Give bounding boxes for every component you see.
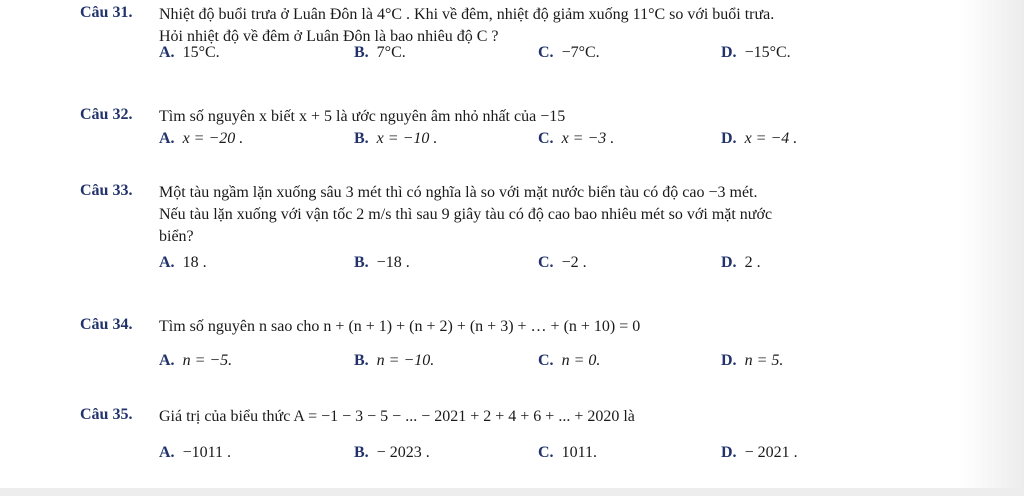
- question-line: Nhiệt độ buổi trưa ở Luân Đôn là 4°C . Khi về đêm, nhiệt độ giảm xuống 11°C so với buổi trưa.: [159, 6, 775, 23]
- question-line: Một tàu ngầm lặn xuống sâu 3 mét thì có nghĩa là so với mặt nước biển tàu có độ cao −3 mét.: [159, 184, 758, 201]
- option-b: [354, 352, 434, 370]
- option-letter: D.: [721, 444, 737, 461]
- question-text: [159, 316, 919, 338]
- option-letter: A.: [159, 254, 175, 271]
- option-text: 2 .: [744, 254, 761, 271]
- option-d: [721, 130, 797, 148]
- option-c: [538, 444, 597, 462]
- option-letter: A.: [159, 44, 175, 61]
- option-d: [721, 352, 783, 370]
- option-d: [721, 444, 798, 462]
- option-a: [159, 44, 220, 62]
- option-b: [354, 254, 410, 272]
- question-label: Câu 32.: [80, 106, 133, 123]
- option-d: [721, 44, 791, 62]
- bottom-strip: [0, 488, 1024, 496]
- question-text: [159, 406, 919, 428]
- option-letter: D.: [721, 130, 737, 147]
- option-letter: B.: [354, 130, 369, 147]
- option-letter: D.: [721, 44, 737, 61]
- question-label: Câu 31.: [80, 4, 133, 21]
- option-letter: C.: [538, 130, 554, 147]
- option-text: n = 0.: [561, 352, 601, 369]
- option-text: 18 .: [182, 254, 207, 271]
- question-32: [80, 106, 960, 152]
- option-text: −18 .: [376, 254, 410, 271]
- option-letter: A.: [159, 444, 175, 461]
- question-line: Nếu tàu lặn xuống với vận tốc 2 m/s thì sau 9 giây tàu có độ cao bao nhiêu mét so với mặt nước: [159, 206, 773, 223]
- option-text: 15°C.: [182, 44, 220, 61]
- option-text: n = 5.: [744, 352, 784, 369]
- option-letter: C.: [538, 44, 554, 61]
- option-letter: B.: [354, 444, 369, 461]
- question-line: Hỏi nhiệt độ về đêm ở Luân Đôn là bao nhiêu độ C ?: [159, 28, 499, 45]
- option-letter: C.: [538, 254, 554, 271]
- option-a: [159, 352, 232, 370]
- option-text: x = −3 .: [561, 130, 615, 147]
- question-line: biển?: [159, 228, 194, 245]
- option-letter: C.: [538, 352, 554, 369]
- option-d: [721, 254, 761, 272]
- question-35: [80, 406, 960, 466]
- question-34: [80, 316, 960, 376]
- option-text: −7°C.: [561, 44, 600, 61]
- option-b: [354, 130, 437, 148]
- option-text: x = −4 .: [744, 130, 798, 147]
- option-text: n = −5.: [182, 352, 233, 369]
- option-c: [538, 44, 600, 62]
- option-letter: B.: [354, 254, 369, 271]
- option-text: −1011 .: [182, 444, 231, 461]
- option-a: [159, 254, 207, 272]
- option-text: x = −20 .: [182, 130, 244, 147]
- question-label: Câu 34.: [80, 316, 133, 333]
- option-c: [538, 352, 600, 370]
- option-letter: D.: [721, 254, 737, 271]
- question-33: [80, 182, 960, 276]
- option-text: n = −10.: [376, 352, 435, 369]
- option-text: −2 .: [561, 254, 587, 271]
- option-letter: D.: [721, 352, 737, 369]
- option-a: [159, 130, 243, 148]
- page-edge-shadow: [960, 0, 1024, 496]
- option-c: [538, 254, 587, 272]
- option-letter: B.: [354, 352, 369, 369]
- option-text: − 2021 .: [744, 444, 798, 461]
- option-text: x = −10 .: [376, 130, 438, 147]
- option-c: [538, 130, 614, 148]
- option-letter: C.: [538, 444, 554, 461]
- question-line: Giá trị của biểu thức A = −1 − 3 − 5 − ... − 2021 + 2 + 4 + 6 + ... + 2020 là: [159, 408, 635, 425]
- question-31: [80, 4, 960, 64]
- option-text: −15°C.: [744, 44, 791, 61]
- option-letter: A.: [159, 352, 175, 369]
- option-text: − 2023 .: [376, 444, 430, 461]
- question-label: Câu 33.: [80, 182, 133, 199]
- option-a: [159, 444, 231, 462]
- question-line: Tìm số nguyên n sao cho n + (n + 1) + (n + 2) + (n + 3) + … + (n + 10) = 0: [159, 318, 641, 335]
- question-label: Câu 35.: [80, 406, 133, 423]
- option-letter: A.: [159, 130, 175, 147]
- question-text: [159, 106, 919, 128]
- option-text: 7°C.: [376, 44, 406, 61]
- option-b: [354, 444, 430, 462]
- question-line: Tìm số nguyên x biết x + 5 là ước nguyên âm nhỏ nhất của −15: [159, 108, 566, 125]
- option-text: 1011.: [561, 444, 597, 461]
- question-text: [159, 182, 919, 248]
- option-letter: B.: [354, 44, 369, 61]
- option-b: [354, 44, 406, 62]
- question-text: [159, 4, 919, 48]
